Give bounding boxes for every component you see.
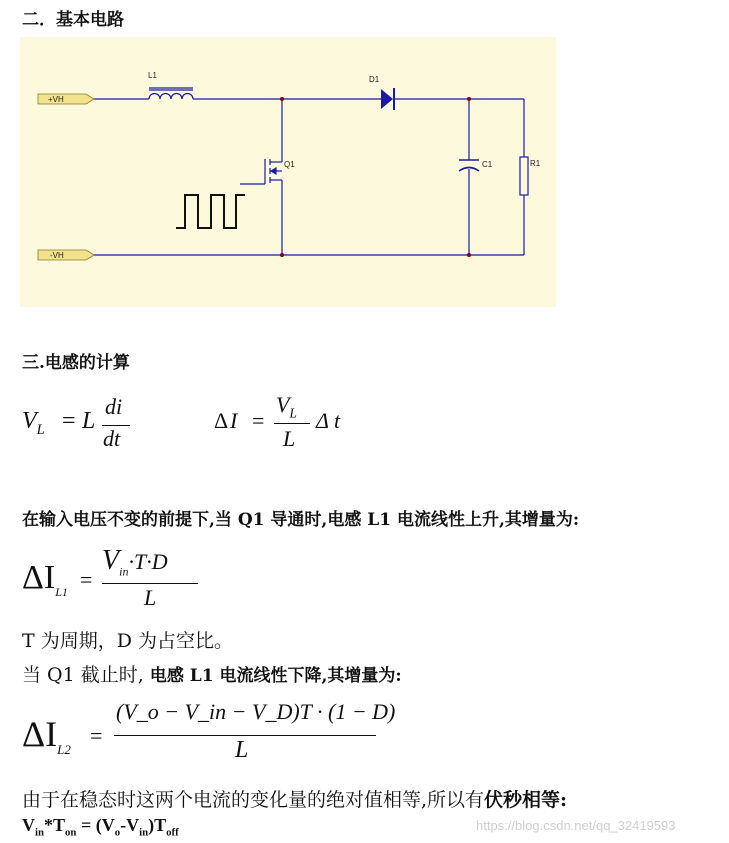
- section-title-basic-circuit: 二．基本电路: [22, 10, 124, 30]
- text-q1-off-description: 当 Q1 截止时, 电感 L1 电流线性下降,其增量为:: [22, 664, 402, 686]
- label-r1: R1: [530, 159, 541, 168]
- boost-circuit-diagram: [20, 37, 556, 307]
- text-q1-on-description: 在输入电压不变的前提下,当 Q1 导通时,电感 L1 电流线性上升,其增量为:: [22, 510, 580, 530]
- label-q1: Q1: [284, 160, 295, 169]
- label-d1: D1: [369, 75, 380, 84]
- section-title-inductor-calc: 三.电感的计算: [22, 353, 130, 373]
- label-l1: L1: [148, 71, 157, 80]
- formula-vl: $V_L$ = L di dt: [22, 400, 132, 460]
- formula-delta-i: Δ I = $V_L$ L Δ t: [214, 392, 341, 451]
- formula-delta-il2: $\Delta I_{L2}$ = (V_o − V_in − V_D)T · (1 − D) L: [22, 699, 396, 763]
- circuit-background: [20, 37, 556, 307]
- text-volt-second-balance: 由于在稳态时这两个电流的变化量的绝对值相等,所以有伏秒相等:: [22, 789, 568, 811]
- port-vh-positive: [38, 94, 94, 104]
- text-period-duty-cycle: T 为周期，D 为占空比。: [22, 630, 233, 652]
- formula-delta-il1: $\Delta I_{L1}$ = $V_{in}\cdot T\cdot D$ L: [22, 545, 222, 615]
- port-vh-negative: [38, 250, 94, 260]
- equation-volt-second: $V_{in}*T_{on} = (V_o-V_{in})T_{off}$: [22, 815, 179, 839]
- svg-text:-VH: -VH: [50, 251, 64, 260]
- watermark-url: https://blog.csdn.net/qq_32419593: [476, 818, 676, 833]
- svg-text:+VH: +VH: [48, 95, 64, 104]
- label-c1: C1: [482, 160, 493, 169]
